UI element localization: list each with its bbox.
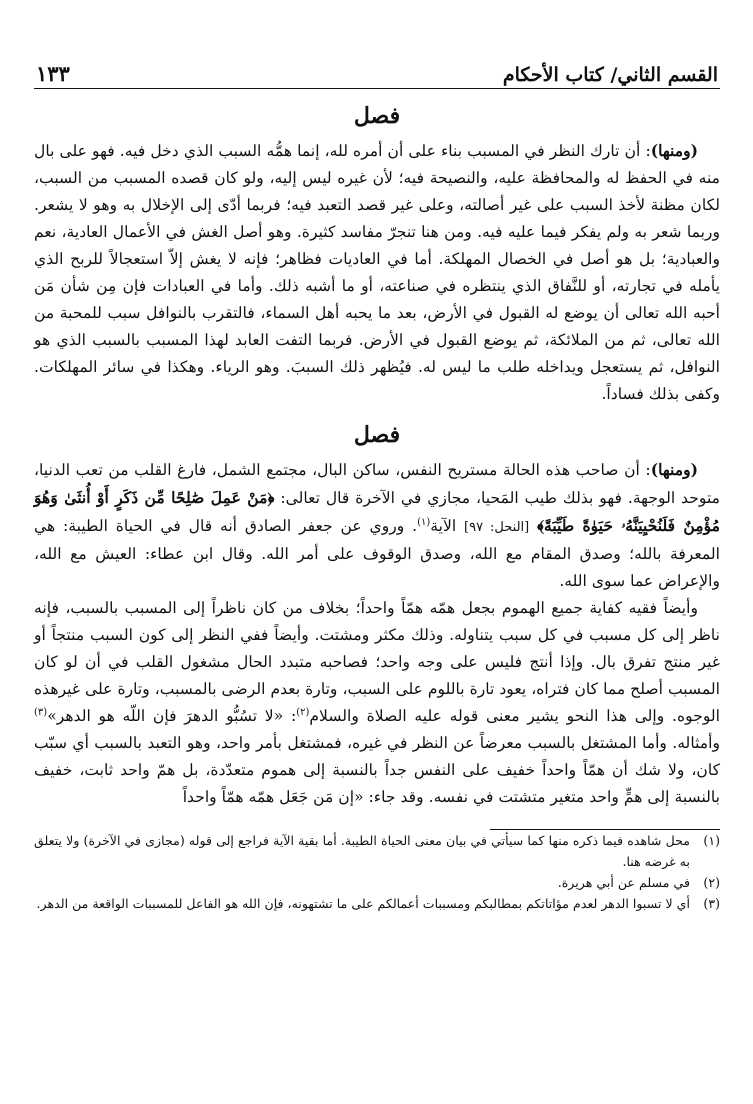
footnote-ref-3: (٣): [34, 706, 48, 718]
footnotes: [34, 830, 720, 914]
paragraph-text: . وروي عن جعفر الصادق أنه قال في الحياة الطيبة: هي المعرفة بالله؛ وصدق المقام مع الله، وصدق الوقوف على أمر الله. وقال ابن عطاء: العيش مع الله، والإعراض عما سوى الله.: [34, 517, 720, 590]
verse-continuation: الآية: [430, 517, 457, 535]
footnote: [34, 830, 720, 872]
page-header: [34, 52, 720, 89]
section-2-paragraph-2: [34, 595, 720, 811]
footnote-number: (١): [703, 833, 720, 848]
footnote-text: أي لا تسبوا الدهر لعدم مؤاتاتكم بمطالبكم ومسببات أعمالكم على ما تشتهونه، فإن الله هو الفاعل للمسببات الواقعة من الدهر.: [36, 896, 690, 911]
lead-phrase: (ومنها): [650, 460, 698, 479]
book-page: [34, 52, 720, 914]
section-1-paragraph: [34, 137, 720, 408]
footnote-ref-1: (١): [417, 516, 431, 528]
section-title-1: فصل: [353, 103, 401, 129]
running-title: القسم الثاني/ كتاب الأحكام: [502, 64, 718, 86]
footnote: [34, 872, 720, 893]
hadith-quote: : «لا تسُبُّو الدهرَ فإن اللّه هو الدهر»: [47, 707, 297, 725]
paragraph-text: : أن صاحب هذه الحالة مستريح النفس، ساكن البال، مجتمع الشمل، فارغ القلب من تعب الدنيا، متوحد الوجهة. فهو بذلك طيب المَحيا، مجازي في الآخرة قال تعالى:: [34, 461, 720, 507]
footnote-ref-2: (٢): [296, 706, 310, 718]
lead-phrase: (ومنها): [650, 141, 698, 160]
footnote-text: محل شاهده فيما ذكره منها كما سيأتي في بيان معنى الحياة الطيبة. أما بقية الآية فراجع إلى قوله (مجازى في الآخرة) ولا يتعلق به غرضه هنا.: [34, 833, 690, 869]
footnote-number: (٣): [703, 896, 720, 911]
paragraph-text: : أن تارك النظر في المسبب بناء على أن أمره لله، إنما همُّه السبب الذي دخل فيه. فهو على بال منه في الحفظ له والمحافظة عليه، والنصيحة فيه؛ لأن غيره ليس إليه، ولو كان قصده المسبب من السبب، لكان مظنة لأخذ السبب على غير أصالته، وعلى غير قصد التعبد فيه؛ فربما أدّى إلى الإخلال به وهو لا يشعر. وربما شعر به ولم يفكر فيما عليه فيه. ومن هنا تنجرّ مفاسد كثيرة. وهو أصل الغش في الأعمال العادية، نعم والعبادية؛ بل هو أصل في الخصال المهلكة. أما في العاديات فظاهر؛ فإنه لا يغش إلاّ استعجالاً للربح الذي يأمله في تجارته، أو للنَّفاق الذي ينتظره في صناعته، أو ما أشبه ذلك. وأما في العبادات فإن مِن شأن مَن أحبه الله تعالى أن يوضع له القبول في الأرض، بعد ما يحبه أهل السماء، فالتقرب بالنوافل سبب للمحبة من الله تعالى، ثم من الملائكة، ثم يوضع القبول في الأرض. فربما التفت العابد لهذا المسبب بالسبب الذي هو النوافل، ثم يستعجل ويداخله طلب ما ليس له. فيُظهر ذلك السببَ. وهو الرياء. وهكذا في سائر المهلكات. وكفى بذلك فساداً.: [34, 142, 720, 403]
footnote: [34, 893, 720, 914]
footnote-text: في مسلم عن أبي هريرة.: [557, 875, 690, 890]
paragraph-text: وأمثاله. وأما المشتغل بالسبب معرضاً عن النظر في غيره، فمشتغل بأمر واحد، وهو التعبد بالسبب أي سبّب كان، ولا شك أن همّاً واحداً خفيف على النفس جداً بالنسبة إلى هموم متعدّدة، بل همّ واحد ثابت، خفيف بالنسبة إلى همٍّ واحد متغير متشتت في نفسه. وقد جاء: «إن مَن جَعَل همّه همّاً واحداً: [34, 734, 720, 806]
footnote-number: (٢): [703, 875, 720, 890]
verse-citation: [النحل: ٩٧]: [464, 520, 530, 535]
paragraph-text: وأيضاً فقيه كفاية جميع الهموم بجعل همّه همّاً واحداً؛ بخلاف من كان ناظراً إلى المسبب بالسبب، فإنه ناظر إلى كل مسبب في كل سبب يتناوله. وذلك مكثر ومشتت. وأيضاً ففي النظر إلى كون السبب منتجاً أو غير منتج تفرق بال. وإذا أنتج فليس على وجه واحد؛ فصاحبه متبدد الحال مشغول القلب في أن لو كان المسبب أصلح مما كان فتراه، يعود تارة باللوم على السبب، وتارة بعدم الرضى بالمسبب، وتارة على غيرهذه الوجوه. وإلى هذا النحو يشير معنى قوله عليه الصلاة والسلام: [34, 599, 720, 725]
section-title-2: فصل: [353, 422, 401, 448]
section-2-paragraph-1: [34, 456, 720, 595]
page-number: ١٣٣: [36, 61, 70, 86]
quran-verse: ﴿مَنْ عَمِلَ صَٰلِحًا مِّن ذَكَرٍ أَوْ أُنثَىٰ وَهُوَ مُؤْمِنٌ فَلَنُحْيِيَنَّهُۥ حَيَوٰةً طَيِّبَةً﴾: [34, 488, 720, 535]
